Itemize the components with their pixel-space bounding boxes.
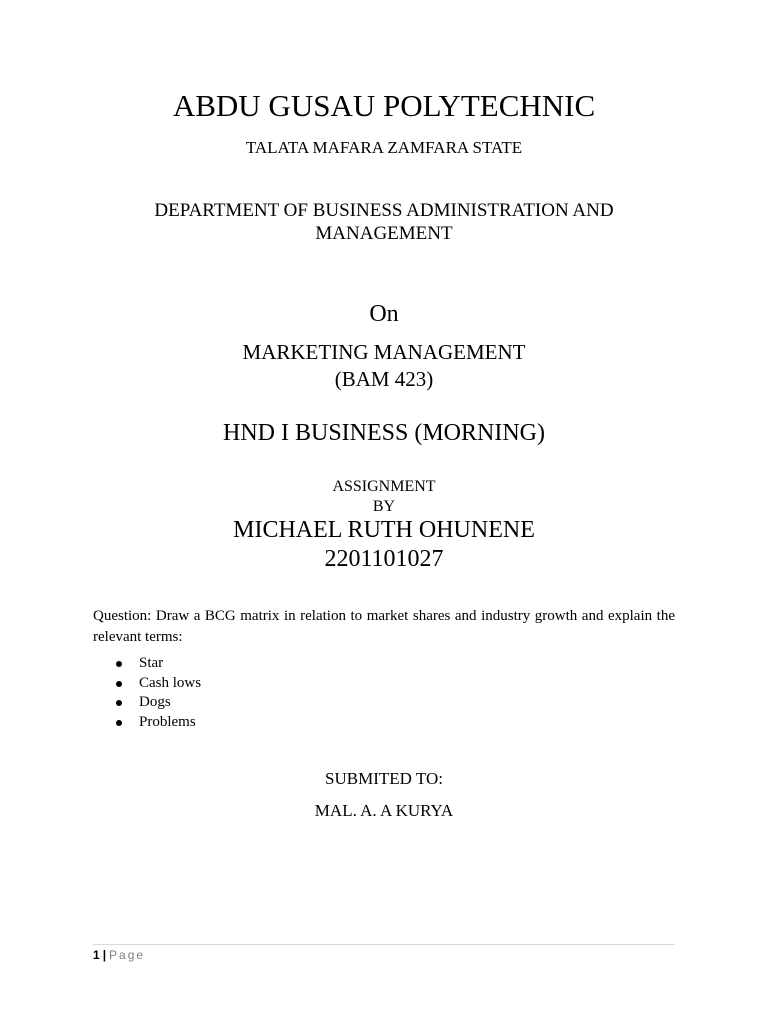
list-item	[93, 713, 393, 733]
list-item	[93, 654, 393, 674]
question-text: Question: Draw a BCG matrix in relation to market shares and industry growth and explain the relevant terms:	[93, 608, 675, 645]
term-label: Star	[139, 655, 164, 671]
page-footer	[93, 948, 145, 963]
student-id: 2201101027	[324, 546, 444, 572]
institution-location: TALATA MAFARA ZAMFARA STATE	[245, 138, 523, 157]
by-label: BY	[372, 498, 396, 515]
term-label: Cash lows	[139, 674, 202, 691]
term-label: Dogs	[139, 694, 171, 710]
term-label: Problems	[139, 713, 196, 730]
list-item	[93, 674, 393, 694]
list-item	[93, 693, 393, 713]
on-label: On	[369, 301, 399, 327]
footer-divider	[93, 944, 675, 945]
page-separator: |	[102, 948, 107, 962]
submitted-to-label: SUBMITED TO:	[325, 769, 443, 788]
course-code: (BAM 423)	[334, 367, 434, 391]
department-name: DEPARTMENT OF BUSINESS ADMINISTRATION AND MANAGEMENT	[154, 200, 614, 244]
bullet-icon	[116, 661, 122, 667]
class-name: HND I BUSINESS (MORNING)	[222, 420, 545, 446]
bullet-icon	[116, 681, 122, 687]
bullet-icon	[116, 720, 122, 726]
institution-title: ABDU GUSAU POLYTECHNIC	[172, 88, 596, 123]
page-number: 1	[93, 948, 100, 962]
assignment-label: ASSIGNMENT	[332, 478, 436, 495]
course-title: MARKETING MANAGEMENT	[242, 340, 526, 364]
page-word: Page	[109, 948, 146, 962]
bullet-icon	[116, 700, 122, 706]
student-name: MICHAEL RUTH OHUNENE	[233, 517, 535, 543]
terms-list	[93, 654, 393, 732]
lecturer-name: MAL. A. A KURYA	[314, 801, 454, 820]
